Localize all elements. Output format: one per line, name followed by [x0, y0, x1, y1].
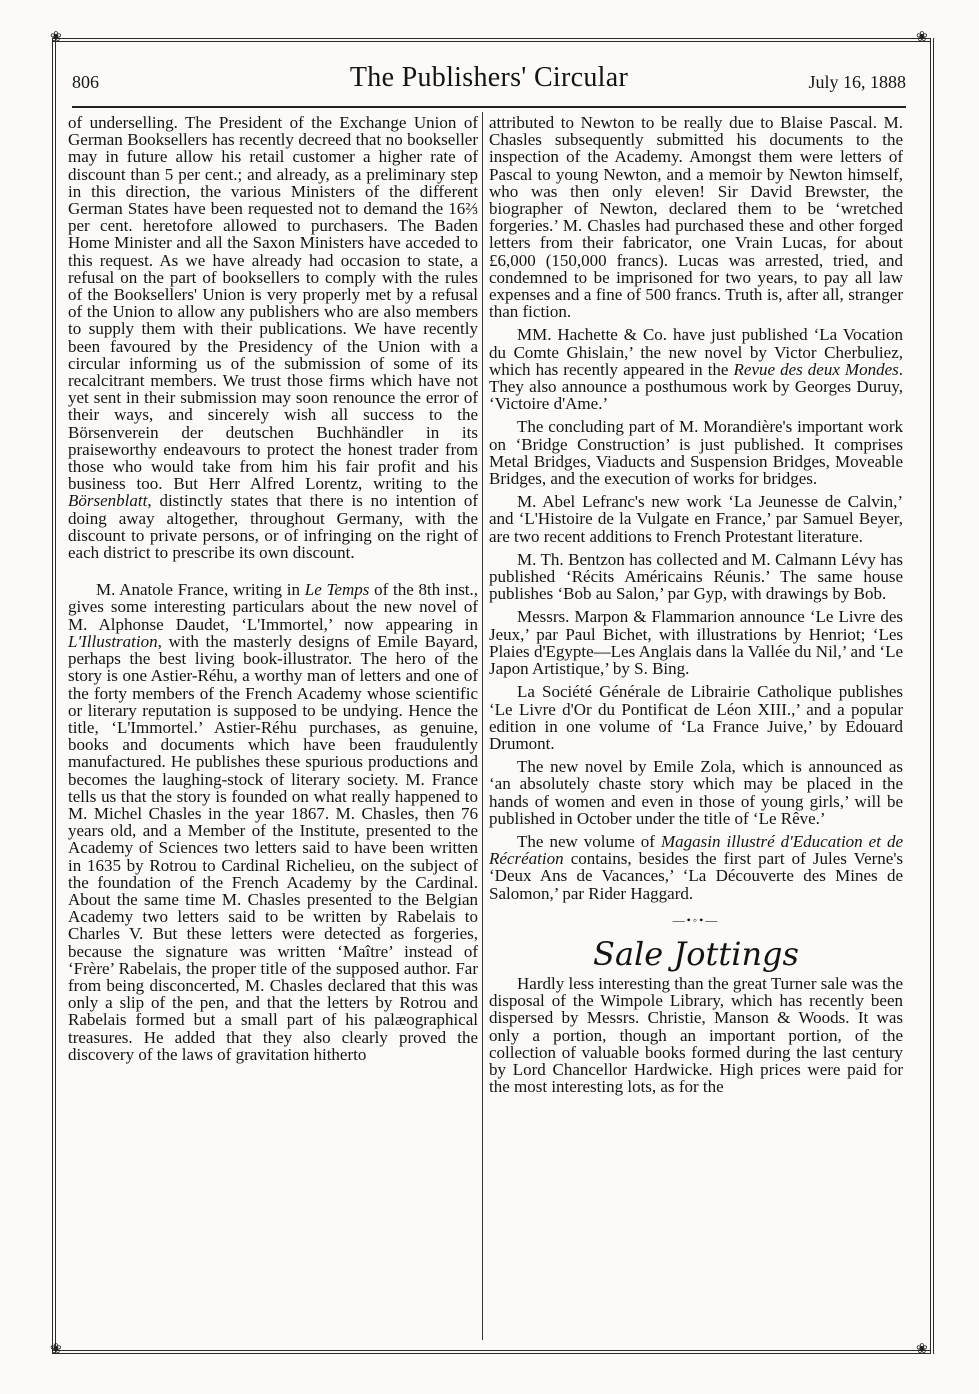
page-header	[72, 62, 906, 108]
paragraph: attributed to Newton to be really due to Blaise Pascal. M. Chasles subsequently submitted his documents to the inspection of the Academy. Amongst them were letters of Pascal to young Newton, and a memoir by Newton himself, who was then only eleven! Sir David Brewster, the biographer of Newton, declared them to be ‘wretched forgeries.’ M. Chasles had purchased these and other forged letters from their fabricator, one Vrain Lucas, for about £6,000 (150,000 francs). Lucas was arrested, tried, and condemned to be imprisoned for two years, to pay all law expenses and a fine of 500 francs. Truth is, after all, stranger than fiction.	[489, 113, 903, 322]
section-heading: Sale Jottings	[593, 934, 799, 973]
paragraph: Hardly less interesting than the great Turner sale was the disposal of the Wimpole Library, which has recently been dispersed by Messrs. Christie, Manson & Woods. It was only a portion, though an important portion, of the collection of valuable books formed during the last century by Lord Chancellor Hardwicke. High prices were paid for the most interesting lots, as for the	[489, 973, 903, 1097]
corner-ornament-icon: ❀	[916, 1342, 928, 1357]
paragraph: M. Th. Bentzon has collected and M. Calmann Lévy has published ‘Récits Américains Réunis.’ The same house publishes ‘Bob au Salon,’ par Gyp, with drawings by Bob.	[489, 549, 903, 604]
paragraph: of underselling. The President of the Exchange Union of German Booksellers has recently decreed that no bookseller may in future allow his retail customer a higher rate of discount than 5 per cent.; and already, as a preliminary step in this direction, the various Ministers of the different German States have been requested not to demand the 16⅔ per cent. heretofore allowed to purchasers. The Baden Home Minister and all the Saxon Ministers have acceded to this request. As we have already had occasion to state, a refusal on the part of booksellers to comply with the rules of the Booksellers' Union is very properly met by a refusal of the Union to allow any publishers who are also members to supply them with their publications. We have recently been favoured by the Presidency of the Union with a circular informing us of the submission of some of its recalcitrant members. We trust those firms which have not yet sent in their submission may soon renounce the error of their ways, and sincerely wish all success to the Börsenverein der deutschen Buchhändler in its praiseworthy endeavours to protect the honest trader from those who would take from him his fair profit and his business too. But Herr Alfred Lorentz, writing to the Börsenblatt, distinctly states that there is no intention of doing away altogether, throughout Germany, with the discount to private persons, or of infringing on the right of each district to prescribe its own discount.	[68, 113, 478, 563]
column-divider	[482, 112, 483, 1340]
paragraph: M. Anatole France, writing in Le Temps of the 8th inst., gives some interesting particulars about the new novel of M. Alphonse Daudet, ‘L'Immortel,’ now appearing in L'Illustration, with the masterly designs of Emile Bayard, perhaps the best living book-illustrator. The hero of the story is one Astier-Réhu, a worthy man of letters and one of the forty members of the French Academy whose scientific or literary reputation is supposed to be undying. Hence the title, ‘L'Immortel.’ Astier-Réhu purchases, as genuine, books and documents which have been fraudulently manufactured. He publishes these spurious productions and becomes the laughing-stock of literary society. M. France tells us that the story is founded on what really happened to M. Michel Chasles in the year 1867. M. Chasles, then 76 years old, and a Member of the Institute, presented to the Academy of Sciences two letters said to have been written in 1635 by Rotrou to Cardinal Richelieu, on the subject of the foundation of the French Academy by the Cardinal. About the same time M. Chasles presented to the Belgian Academy two letters said to be written by Rabelais to Charles V. But these letters were detected as forgeries, because the signature was written ‘Maître’ instead of ‘Frère’ Rabelais, the proper title of the supposed author. Far from being disconcerted, M. Chasles declared that this was only a slip of the pen, and that the letters by Rotrou and Rabelais formed but a small part of his palæographical treasures. He added that they also clearly proved the discovery of the laws of gravitation hitherto	[68, 580, 479, 1064]
paragraph: MM. Hachette & Co. have just published ‘La Vocation du Comte Ghislain,’ the new novel by Victor Cherbuliez, which has recently appeared in the Revue des deux Mondes. They also announce a posthumous work by Georges Duruy, ‘Victoire d'Ame.’	[489, 325, 903, 414]
page-number: 806	[72, 72, 99, 92]
publication-title: The Publishers' Circular	[349, 62, 629, 93]
issue-date: July 16, 1888	[808, 72, 906, 92]
paragraph: M. Abel Lefranc's new work ‘La Jeunesse de Calvin,’ and ‘L'Histoire de la Vulgate en France,’ par Samuel Beyer, are two recent additions to French Protestant literature.	[489, 492, 903, 546]
paragraph: La Société Générale de Librairie Catholique publishes ‘Le Livre d'Or du Pontificat de Léon XIII.,’ and a popular edition in one volume of ‘La France Juive,’ by Edouard Drumont.	[489, 682, 903, 753]
corner-ornament-icon: ❀	[50, 1342, 62, 1357]
left-column	[68, 114, 478, 1063]
corner-ornament-icon: ❀	[50, 30, 62, 45]
section-ornament: —•◦•—	[672, 912, 720, 927]
paragraph: The new volume of Magasin illustré d'Education et de Récréation contains, besides the first part of Jules Verne's ‘Deux Ans de Vacances,’ ‘La Découverte des Mines de Salomon,’ par Rider Haggard.	[489, 831, 904, 903]
paragraph: The new novel by Emile Zola, which is announced as ‘an absolutely chaste story which may be placed in the hands of women and even in those of young girls,’ will be published in October under the title of ‘Le Rêve.’	[489, 757, 903, 828]
right-column	[489, 114, 903, 1095]
paragraph: Messrs. Marpon & Flammarion announce ‘Le Livre des Jeux,’ par Paul Bichet, with illustrations by Henriot; ‘Les Plaies d'Egypte—Les Anglais dans la Vallée du Nil,’ and ‘Le Japon Artistique,’ by S. Bing.	[489, 607, 903, 679]
corner-ornament-icon: ❀	[916, 30, 928, 45]
paragraph: The concluding part of M. Morandière's important work on ‘Bridge Construction’ is just published. It comprises Metal Bridges, Viaducts and Suspension Bridges, Moveable Bridges, and the execution of works for bridges.	[489, 417, 903, 489]
